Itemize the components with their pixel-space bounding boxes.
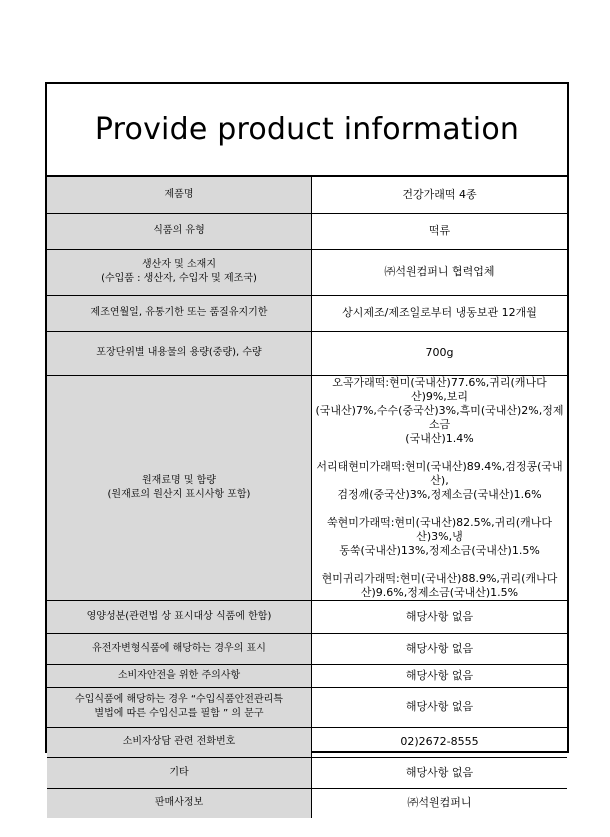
row-value-producer: ㈜석원컴퍼니 협력업체 bbox=[312, 249, 568, 295]
table-row bbox=[47, 177, 567, 213]
row-label-safety: 소비자안전을 위한 주의사항 bbox=[47, 664, 312, 687]
row-value-gmo: 해당사항 없음 bbox=[312, 633, 568, 664]
title-box bbox=[47, 84, 567, 177]
row-value-capacity: 700g bbox=[312, 331, 568, 375]
row-label-seller: 판매사정보 bbox=[47, 788, 312, 818]
row-label-etc: 기타 bbox=[47, 757, 312, 788]
row-value-safety: 해당사항 없음 bbox=[312, 664, 568, 687]
table-row bbox=[47, 757, 567, 788]
row-value-ingredients bbox=[312, 375, 568, 600]
ingredient-line: 검정깨(중국산)3%,정제소금(국내산)1.6% bbox=[337, 487, 542, 501]
row-label-import bbox=[47, 687, 312, 727]
table-row bbox=[47, 331, 567, 375]
label-line: 원재료명 및 함량 bbox=[142, 474, 216, 486]
table-row bbox=[47, 687, 567, 727]
row-label-product-name: 제품명 bbox=[47, 177, 312, 213]
table-row bbox=[47, 633, 567, 664]
product-info-table bbox=[47, 177, 567, 818]
row-label-producer bbox=[47, 249, 312, 295]
ingredient-line: 오곡가래떡:현미(국내산)77.6%,귀리(캐나다산)9%,보리 bbox=[332, 375, 547, 403]
row-value-phone: 02)2672-8555 bbox=[312, 727, 568, 757]
ingredient-line: 동쑥(국내산)13%,정제소금(국내산)1.5% bbox=[339, 543, 540, 557]
label-line: 별법에 따른 수입신고를 필함 ” 의 문구 bbox=[94, 708, 264, 719]
product-info-sheet bbox=[45, 82, 569, 810]
table-row bbox=[47, 249, 567, 295]
table-row bbox=[47, 664, 567, 687]
paragraph-gap bbox=[315, 558, 564, 572]
paragraph-gap bbox=[315, 502, 564, 516]
ingredient-line: (국내산)7%,수수(중국산)3%,흑미(국내산)2%,정제소금 bbox=[315, 403, 564, 431]
row-label-gmo: 유전자변형식품에 해당하는 경우의 표시 bbox=[47, 633, 312, 664]
table-row bbox=[47, 600, 567, 633]
ingredient-line: 서리태현미가래떡:현미(국내산)89.4%,검정콩(국내산), bbox=[316, 459, 563, 487]
paragraph-gap bbox=[315, 446, 564, 460]
ingredient-line: 쑥현미가래떡:현미(국내산)82.5%,귀리(캐나다산)3%,냉 bbox=[326, 515, 553, 543]
row-value-food-type: 떡류 bbox=[312, 213, 568, 249]
row-value-expiry: 상시제조/제조일로부터 냉동보관 12개월 bbox=[312, 295, 568, 331]
table-row bbox=[47, 295, 567, 331]
row-label-phone: 소비자상담 관련 전화번호 bbox=[47, 727, 312, 757]
label-line: (원재료의 원산지 표시사항 포함) bbox=[107, 488, 251, 500]
table-row bbox=[47, 213, 567, 249]
ingredient-line: (국내산)1.4% bbox=[405, 431, 474, 445]
table-row bbox=[47, 375, 567, 600]
page-title: Provide product information bbox=[94, 112, 520, 147]
label-line: (수입품 : 생산자, 수입자 및 제조국) bbox=[101, 273, 257, 284]
row-value-etc: 해당사항 없음 bbox=[312, 757, 568, 788]
row-value-product-name: 건강가래떡 4종 bbox=[312, 177, 568, 213]
ingredient-line: 산)9.6%,정제소금(국내산)1.5% bbox=[360, 585, 519, 599]
row-label-ingredients bbox=[47, 375, 312, 600]
row-label-food-type: 식품의 유형 bbox=[47, 213, 312, 249]
table-row bbox=[47, 727, 567, 757]
ingredient-line: 현미귀리가래떡:현미(국내산)88.9%,귀리(캐나다 bbox=[321, 571, 558, 585]
row-label-nutrition: 영양성분(관련법 상 표시대상 식품에 한함) bbox=[47, 600, 312, 633]
table-row bbox=[47, 788, 567, 818]
row-value-seller: ㈜석원컴퍼니 bbox=[312, 788, 568, 818]
label-line: 생산자 및 소재지 bbox=[142, 259, 216, 270]
row-value-nutrition: 해당사항 없음 bbox=[312, 600, 568, 633]
row-label-capacity: 포장단위별 내용물의 용량(중량), 수량 bbox=[47, 331, 312, 375]
label-line: 수입식품에 해당하는 경우 “수입식품안전관리특 bbox=[75, 694, 283, 705]
row-value-import: 해당사항 없음 bbox=[312, 687, 568, 727]
row-label-expiry: 제조연월일, 유통기한 또는 품질유지기한 bbox=[47, 295, 312, 331]
